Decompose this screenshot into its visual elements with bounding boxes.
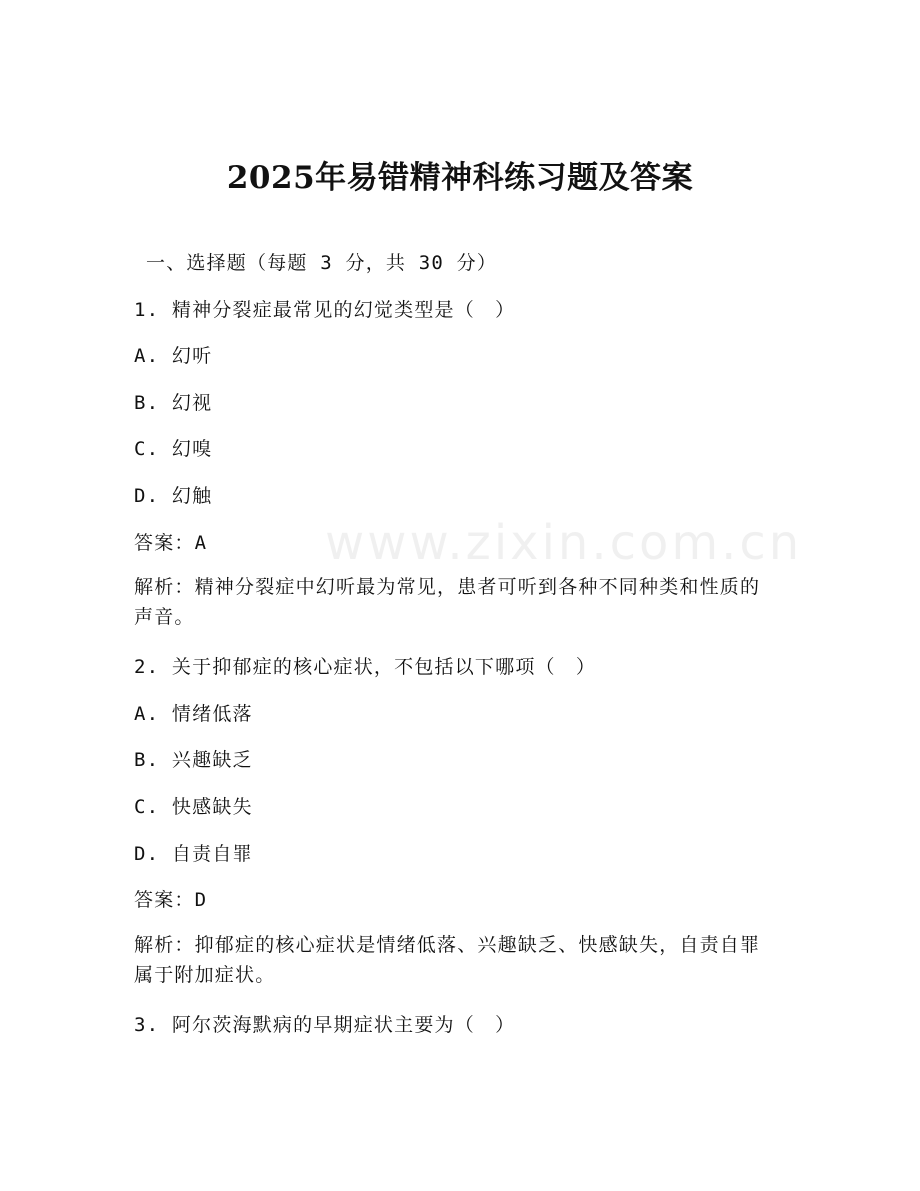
question-option: A. 幻听 [134,345,213,368]
question-option: C. 快感缺失 [134,795,253,818]
question-stem: 1. 精神分裂症最常见的幻觉类型是（ ） [134,298,516,321]
question-analysis: 解析：精神分裂症中幻听最为常见，患者可听到各种不同种类和性质的声音。 [134,576,761,629]
question-stem: 3. 阿尔茨海默病的早期症状主要为（ ） [134,1013,516,1036]
document-body [134,246,774,1054]
question-answer: 答案：D [134,889,208,912]
question-option: D. 自责自罪 [134,842,253,865]
question-option: A. 情绪低落 [134,702,253,725]
question-option: D. 幻触 [134,484,213,507]
question-analysis: 解析：抑郁症的核心症状是情绪低落、兴趣缺乏、快感缺失，自责自罪属于附加症状。 [134,933,761,986]
question-option: C. 幻嗅 [134,438,213,461]
document-title: 2025年易错精神科练习题及答案 [226,160,694,196]
watermark: www.zixin.com.cn [325,515,803,571]
question-option: B. 兴趣缺乏 [134,749,253,772]
question-option: B. 幻视 [134,391,213,414]
section-heading: 一、选择题（每题 3 分，共 30 分） [146,252,498,274]
question-stem: 2. 关于抑郁症的核心症状，不包括以下哪项（ ） [134,656,597,679]
question-answer: 答案：A [134,531,208,554]
